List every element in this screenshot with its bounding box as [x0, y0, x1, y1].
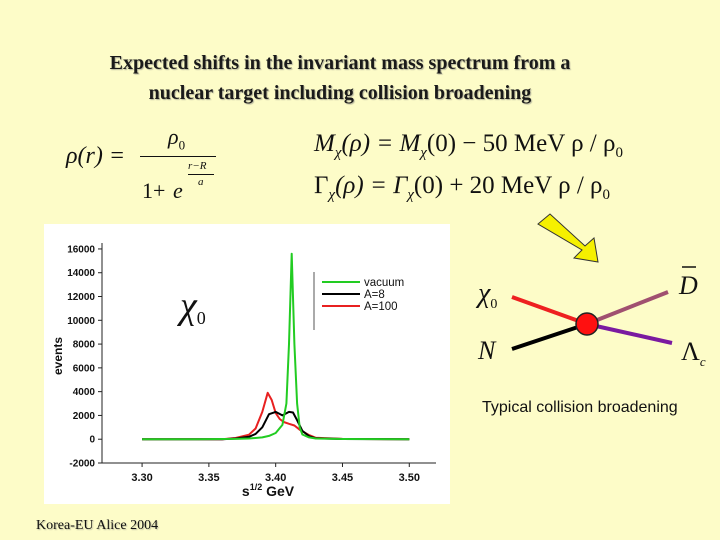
x-tick-label-4: 3.50: [398, 472, 420, 484]
dbar-line: [587, 292, 668, 324]
y-tick-label-3: 4000: [72, 387, 95, 399]
chi-line: [512, 297, 587, 324]
width-tail-sub: 0: [602, 187, 610, 203]
x-axis-label: $s^{1/2}$ GeV: [241, 482, 295, 499]
label-lambda-c: [681, 337, 706, 369]
y-tick-label-7: 12000: [67, 292, 95, 304]
pointer-arrow-icon: [538, 214, 598, 262]
lambda-line: [587, 324, 672, 343]
mass-sub: χ: [334, 145, 342, 161]
x-tick-label-0: 3.30: [131, 472, 153, 484]
mass-rest: (ρ) = M: [341, 130, 421, 157]
y-tick-label-1: 0: [89, 434, 95, 446]
density-exp-den: a: [198, 176, 204, 188]
nucleon-line: [512, 324, 587, 349]
width-symbol: Γ: [314, 172, 329, 199]
y-tick-label-6: 10000: [67, 315, 95, 327]
density-numerator-symbol: ρ: [168, 124, 179, 149]
legend-label-0: vacuum: [364, 277, 405, 289]
legend-label-1: A=8: [364, 289, 385, 301]
y-tick-label-5: 8000: [72, 339, 95, 351]
density-exp-num: r−R: [188, 160, 207, 172]
label-chi0-symbol: χ: [478, 278, 491, 309]
legend-label-2: A=100: [364, 301, 398, 313]
mass-rest-sub: χ: [420, 145, 427, 161]
density-numerator-sub: 0: [178, 137, 186, 153]
density-lhs: ρ(r) =: [66, 143, 126, 169]
y-axis-label: events: [51, 336, 65, 376]
x-tick-label-1: 3.35: [198, 472, 220, 484]
label-lambda-symbol: Λ: [681, 337, 700, 366]
y-tick-label-8: 14000: [67, 268, 95, 280]
mass-tail: (0) − 50 MeV ρ / ρ: [426, 130, 616, 157]
label-chi0-sub: 0: [490, 297, 498, 312]
width-tail: (0) + 20 MeV ρ / ρ: [413, 172, 603, 199]
x-tick-label-3: 3.45: [331, 472, 354, 484]
y-tick-label-0: -2000: [69, 458, 95, 470]
y-tick-label-4: 6000: [72, 363, 95, 375]
y-tick-label-9: 16000: [67, 244, 95, 256]
diagram-caption: Typical collision broadening: [482, 399, 678, 416]
density-den-one: 1+: [142, 178, 166, 203]
chi0-annotation: χ0: [180, 285, 206, 328]
x-tick-label-2: 3.40: [264, 472, 287, 484]
mass-tail-sub: 0: [615, 145, 623, 161]
slide-title-line-2: nuclear target including collision broadening: [148, 82, 532, 104]
width-rest-sub: χ: [407, 187, 414, 203]
label-dbar: D: [679, 271, 698, 300]
label-nucleon: N: [478, 336, 496, 365]
width-rest: (ρ) = Γ: [335, 172, 408, 199]
slide-title-line-1: Expected shifts in the invariant mass spectrum from a: [109, 52, 571, 74]
label-lambda-sub: c: [699, 354, 706, 369]
footer-text: Korea-EU Alice 2004: [36, 518, 159, 533]
label-chi0: [475, 278, 497, 312]
mass-symbol: M: [314, 130, 335, 157]
interaction-vertex: [576, 313, 598, 335]
y-tick-label-2: 2000: [72, 410, 95, 422]
density-den-e: e: [173, 178, 183, 203]
width-sub: χ: [328, 187, 336, 203]
